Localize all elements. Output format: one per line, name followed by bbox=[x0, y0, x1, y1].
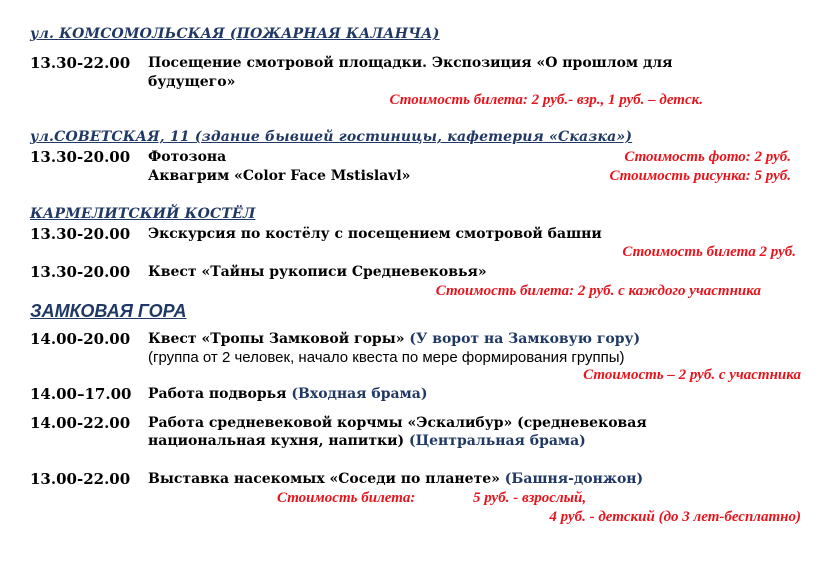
price-child: 4 руб. - детский (до 3 лет-бесплатно) bbox=[549, 509, 801, 525]
price-note: Стоимость – 2 руб. с участника bbox=[583, 367, 801, 383]
event-note: (группа от 2 человек, начало квеста по мере формирования группы) bbox=[148, 349, 625, 366]
price-adult: 5 руб. - взрослый, bbox=[473, 490, 587, 506]
event-title-cont: национальная кухня, напитки) bbox=[148, 433, 405, 449]
event-title: Выставка насекомых «Соседи по планете» bbox=[148, 471, 500, 487]
event-time: 14.00–17.00 bbox=[30, 385, 132, 403]
event-time: 13.30-20.00 bbox=[30, 225, 131, 243]
price-note: Стоимость рисунка: 5 руб. bbox=[609, 168, 791, 184]
event-title: Работа подворья bbox=[148, 386, 287, 402]
event-time: 13.30-20.00 bbox=[30, 148, 131, 166]
price-note: Стоимость билета 2 руб. bbox=[622, 244, 796, 260]
event-location: (Входная брама) bbox=[291, 386, 428, 402]
event-description bbox=[148, 471, 643, 487]
section-heading-zamkovaya-gora: ЗАМКОВАЯ ГОРА bbox=[30, 301, 187, 321]
price-note: Стоимость билета: 2 руб. с каждого участника bbox=[435, 283, 761, 299]
event-description: Посещение смотровой площадки. Экспозиция «О прошлом для bbox=[148, 55, 673, 71]
price-label: Стоимость билета: bbox=[277, 490, 416, 506]
event-time: 14.00-20.00 bbox=[30, 330, 131, 348]
event-description-cont bbox=[148, 433, 586, 449]
event-time: 13.30-22.00 bbox=[30, 54, 131, 72]
event-description: Квест «Тайны рукописи Средневековья» bbox=[148, 264, 487, 280]
price-note: Стоимость фото: 2 руб. bbox=[624, 149, 791, 165]
event-description: Фотозона bbox=[148, 149, 227, 165]
section-heading-kostel: КАРМЕЛИТСКИЙ КОСТЁЛ bbox=[30, 206, 256, 222]
event-location: (Центральная брама) bbox=[408, 433, 586, 449]
event-description: Работа средневековой корчмы «Эскалибур» (средневековая bbox=[148, 415, 647, 431]
event-time: 13.00-22.00 bbox=[30, 470, 131, 488]
event-description bbox=[148, 331, 640, 347]
event-time: 14.00-22.00 bbox=[30, 414, 131, 432]
event-description: Экскурсия по костёлу с посещением смотровой башни bbox=[148, 226, 602, 242]
event-title: Квест «Тропы Замковой горы» bbox=[148, 331, 405, 347]
event-location: (Башня-донжон) bbox=[504, 471, 644, 487]
section-heading-sovetskaya: ул.СОВЕТСКАЯ, 11 (здание бывшей гостиницы, кафетерия «Сказка») bbox=[30, 129, 633, 145]
event-location: (У ворот на Замковую гору) bbox=[409, 331, 641, 347]
event-description bbox=[148, 386, 427, 402]
price-note: Стоимость билета: 2 руб.- взр., 1 руб. – детск. bbox=[389, 92, 703, 108]
event-description: Аквагрим «Color Face Mstislavl» bbox=[148, 168, 411, 184]
event-description-cont: будущего» bbox=[148, 74, 236, 90]
event-time: 13.30-20.00 bbox=[30, 263, 131, 281]
section-heading-komsomolskaya: ул. КОМСОМОЛЬСКАЯ (ПОЖАРНАЯ КАЛАНЧА) bbox=[30, 26, 440, 42]
